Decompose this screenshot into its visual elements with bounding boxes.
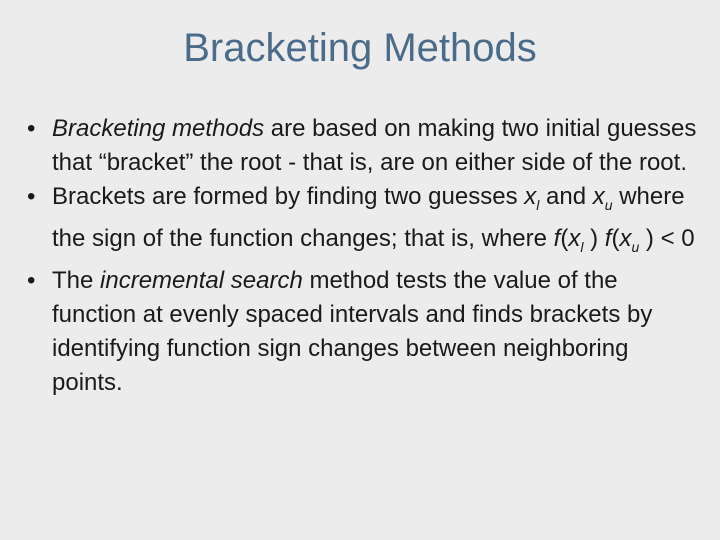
bullet-icon: • <box>27 267 36 294</box>
paren: ( <box>611 225 620 252</box>
paren: ) <box>583 225 605 252</box>
bullet-text: where the sign of the function changes; that is, where <box>52 183 685 252</box>
paren: ( <box>560 225 569 252</box>
inequality: ) < 0 <box>639 225 695 252</box>
bullet-icon: • <box>27 183 36 210</box>
slide-title: Bracketing Methods <box>183 26 537 70</box>
var-x-lower: x <box>568 225 581 252</box>
subscript-l: l <box>580 239 584 255</box>
bullet-icon: • <box>27 115 36 142</box>
bullet-item-bracketing-methods <box>27 112 697 180</box>
subscript-u: u <box>604 197 613 213</box>
bullet-text: and <box>539 183 593 210</box>
bullet-item-brackets-formed <box>27 180 697 264</box>
var-x-lower: x <box>524 183 537 210</box>
term-incremental-search: incremental search <box>100 267 303 294</box>
bullet-text: The <box>52 267 101 294</box>
var-x-upper: x <box>592 183 605 210</box>
subscript-u: u <box>631 239 640 255</box>
subscript-l: l <box>536 197 540 213</box>
bullet-text: method tests the value of the function at evenly spaced intervals and finds brackets by identifying function sign changes between neighboring points. <box>52 267 653 396</box>
bullet-text: are based on making two initial guesses that “bracket” the root - that is, are on either side of the root. <box>52 115 697 176</box>
term-bracketing-methods: Bracketing methods <box>52 115 265 142</box>
var-x-upper: x <box>619 225 632 252</box>
function-f: f <box>604 225 612 252</box>
bullet-list <box>27 112 697 400</box>
bullet-text: Brackets are formed by finding two guesses <box>52 183 525 210</box>
bullet-item-incremental-search <box>27 264 697 400</box>
function-f: f <box>553 225 561 252</box>
